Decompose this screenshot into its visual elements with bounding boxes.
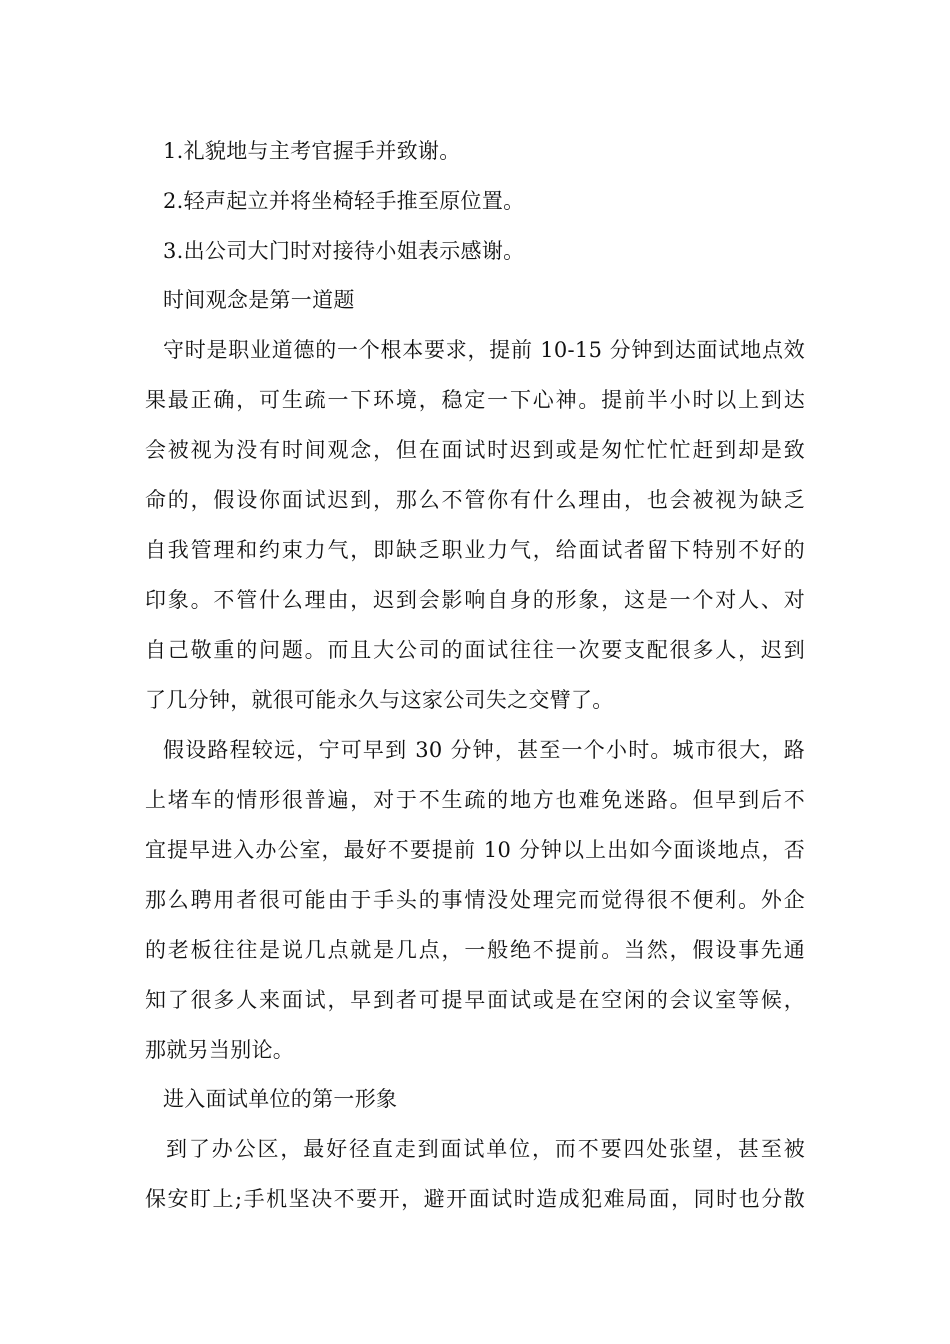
paragraph-line: 假设路程较远，宁可早到 30 分钟，甚至一个小时。城市很大，路 — [163, 738, 805, 762]
paragraph-line: 保安盯上;手机坚决不要开，避开面试时造成犯难局面，同时也分散 — [145, 1187, 805, 1211]
paragraph-line: 宜提早进入办公室，最好不要提前 10 分钟以上出如今面谈地点，否 — [145, 838, 805, 862]
paragraph-line: 知了很多人来面试，早到者可提早面试或是在空闲的会议室等候， — [145, 988, 805, 1012]
paragraph-line: 那么聘用者很可能由于手头的事情没处理完而觉得很不便利。外企 — [145, 888, 805, 912]
section-heading-time: 时间观念是第一道题 — [163, 288, 355, 312]
list-item-2: 2.轻声起立并将坐椅轻手推至原位置。 — [163, 189, 525, 213]
list-item-3: 3.出公司大门时对接待小姐表示感谢。 — [163, 239, 525, 263]
paragraph-line: 到了办公区，最好径直走到面试单位，而不要四处张望，甚至被 — [166, 1137, 805, 1161]
paragraph-line: 自己敬重的问题。而且大公司的面试往往一次要支配很多人，迟到 — [145, 638, 805, 662]
list-item-1: 1.礼貌地与主考官握手并致谢。 — [163, 139, 461, 163]
paragraph-line: 命的，假设你面试迟到，那么不管你有什么理由，也会被视为缺乏 — [145, 488, 805, 512]
paragraph-line: 印象。不管什么理由，迟到会影响自身的形象，这是一个对人、对 — [145, 588, 805, 612]
paragraph-line: 上堵车的情形很普遍，对于不生疏的地方也难免迷路。但早到后不 — [145, 788, 805, 812]
paragraph-line: 的老板往往是说几点就是几点，一般绝不提前。当然，假设事先通 — [145, 938, 805, 962]
paragraph-line: 自我管理和约束力气，即缺乏职业力气，给面试者留下特别不好的 — [145, 538, 805, 562]
paragraph-line: 果最正确，可生疏一下环境，稳定一下心神。提前半小时以上到达 — [145, 388, 805, 412]
paragraph-line: 守时是职业道德的一个根本要求，提前 10-15 分钟到达面试地点效 — [163, 338, 805, 362]
paragraph-line: 会被视为没有时间观念，但在面试时迟到或是匆忙忙忙赶到却是致 — [145, 438, 805, 462]
section-heading-first-impression: 进入面试单位的第一形象 — [163, 1087, 398, 1111]
paragraph-line: 那就另当别论。 — [145, 1038, 295, 1062]
paragraph-line: 了几分钟，就很可能永久与这家公司失之交臂了。 — [145, 688, 614, 712]
